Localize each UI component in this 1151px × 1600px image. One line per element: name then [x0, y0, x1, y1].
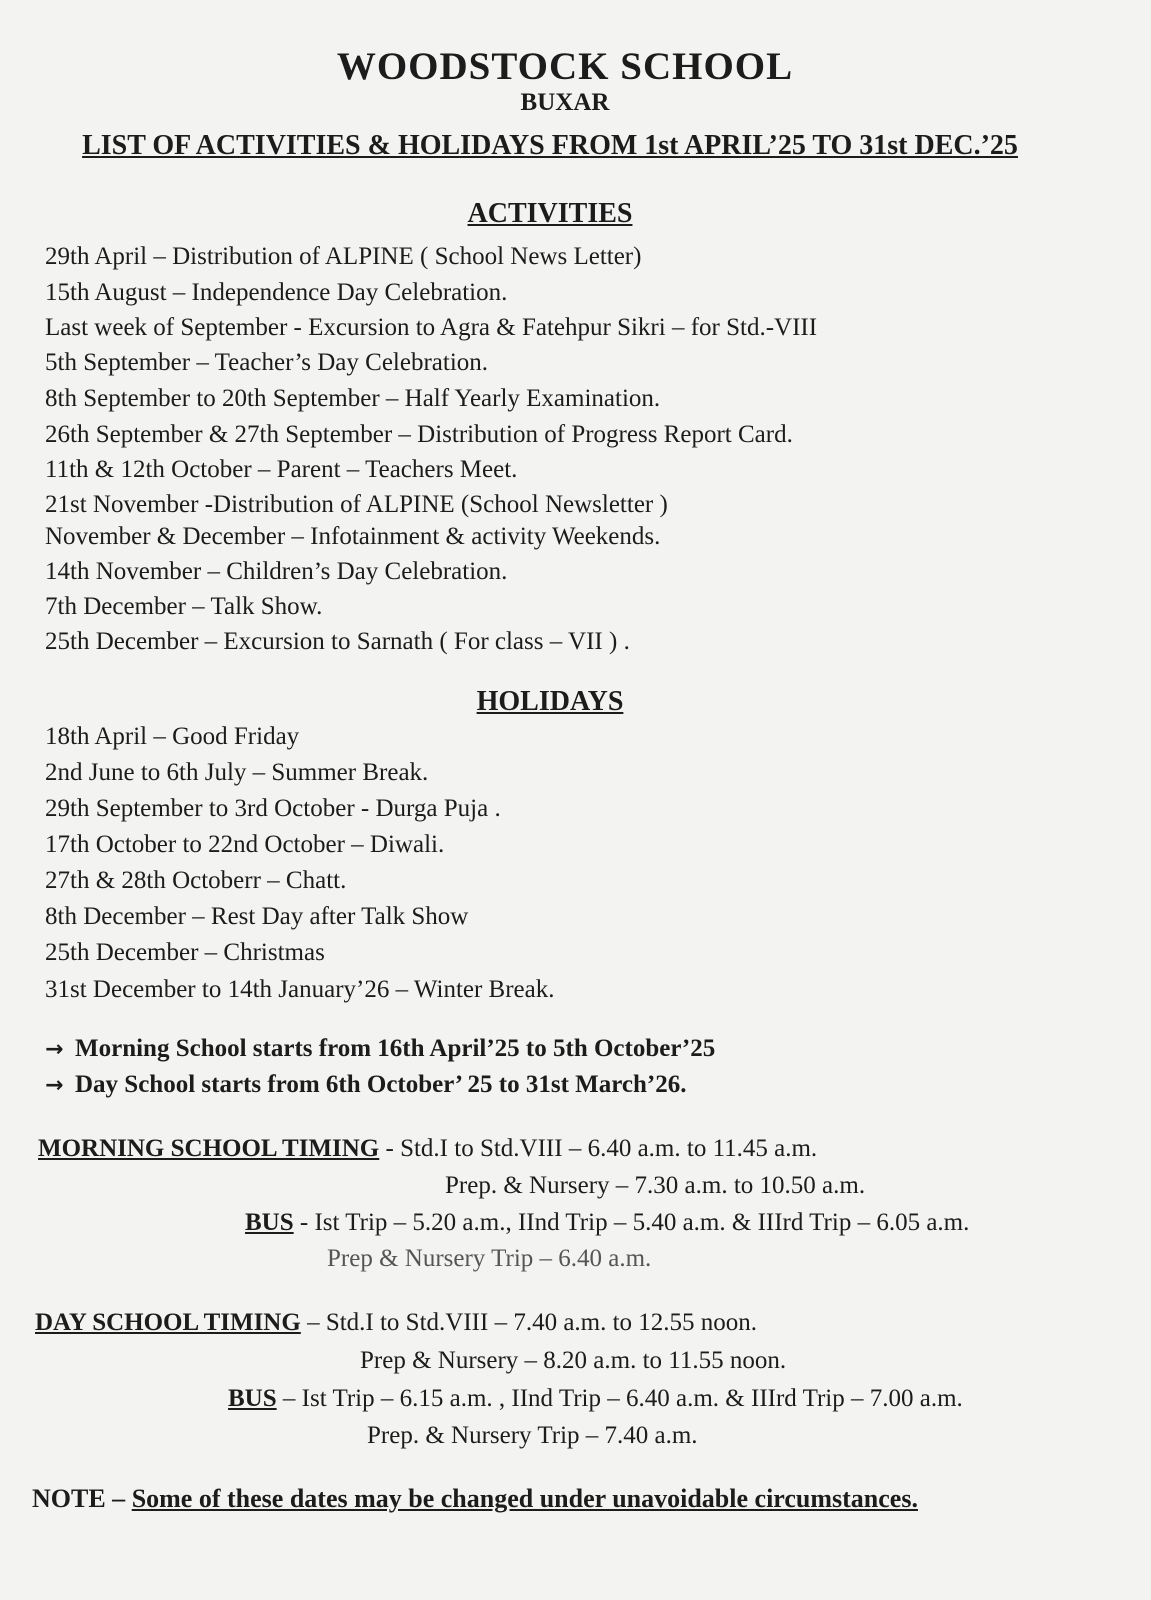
day-bus-trips: – Ist Trip – 6.15 a.m. , IInd Trip – 6.40 a.m. & IIIrd Trip – 7.00 a.m.: [282, 1385, 963, 1412]
morning-bus-row: [245, 1210, 969, 1235]
holidays-heading: HOLIDAYS: [476, 686, 624, 717]
day-bus-label: BUS: [228, 1385, 277, 1412]
morning-school-dates-text: Morning School starts from 16th April’25 to 5th October’25: [75, 1035, 716, 1062]
activity-item: 29th April – Distribution of ALPINE ( School News Letter): [45, 243, 642, 270]
note-text: Some of these dates may be changed under unavoidable circumstances.: [131, 1484, 918, 1513]
list-title: LIST OF ACTIVITIES & HOLIDAYS FROM 1st APRIL’25 TO 31st DEC.’25: [82, 130, 1018, 161]
note: [32, 1484, 918, 1514]
activity-item: Last week of September - Excursion to Agra & Fatehpur Sikri – for Std.-VIII: [45, 314, 818, 341]
holiday-item: 18th April – Good Friday: [45, 723, 300, 750]
school-name: WOODSTOCK SCHOOL: [336, 45, 794, 88]
morning-bus-trips: - Ist Trip – 5.20 a.m., IInd Trip – 5.40 a.m. & IIIrd Trip – 6.05 a.m.: [299, 1209, 970, 1236]
morning-bus-prep: Prep & Nursery Trip – 6.40 a.m.: [327, 1245, 652, 1272]
activity-item: 8th September to 20th September – Half Yearly Examination.: [45, 385, 661, 412]
morning-timing-std: - Std.I to Std.VIII – 6.40 a.m. to 11.45 a.m.: [385, 1135, 818, 1162]
note-label: NOTE –: [32, 1484, 126, 1513]
activities-heading: ACTIVITIES: [467, 198, 633, 229]
holiday-item: 2nd June to 6th July – Summer Break.: [45, 759, 429, 786]
day-timing-label: DAY SCHOOL TIMING: [35, 1309, 301, 1336]
morning-timing-row: [38, 1136, 817, 1161]
activity-item: 5th September – Teacher’s Day Celebration.: [45, 349, 489, 376]
holiday-item: 27th & 28th Octoberr – Chatt.: [45, 867, 347, 894]
day-timing-std: – Std.I to Std.VIII – 7.40 a.m. to 12.55 noon.: [307, 1309, 758, 1336]
activity-item: 7th December – Talk Show.: [45, 593, 323, 620]
activity-item: 15th August – Independence Day Celebration.: [45, 279, 508, 306]
school-location: BUXAR: [520, 89, 610, 116]
morning-timing-prep: Prep. & Nursery – 7.30 a.m. to 10.50 a.m.: [445, 1172, 866, 1199]
activity-item: 11th & 12th October – Parent – Teachers Meet.: [45, 456, 518, 483]
activity-item: November & December – Infotainment & activity Weekends.: [45, 523, 661, 550]
day-bus-row: [228, 1386, 963, 1411]
morning-school-dates: [45, 1036, 715, 1061]
holiday-item: 31st December to 14th January’26 – Winter Break.: [45, 976, 555, 1003]
morning-bus-label: BUS: [245, 1209, 294, 1236]
morning-timing-label: MORNING SCHOOL TIMING: [38, 1135, 380, 1162]
day-bus-prep: Prep. & Nursery Trip – 7.40 a.m.: [367, 1422, 698, 1449]
holiday-item: 25th December – Christmas: [45, 939, 325, 966]
right-arrow-icon: →: [45, 1037, 64, 1062]
right-arrow-icon: →: [45, 1073, 64, 1098]
activity-item: 26th September & 27th September – Distribution of Progress Report Card.: [45, 421, 793, 448]
day-timing-row: [35, 1310, 757, 1335]
activity-item: 21st November -Distribution of ALPINE (School Newsletter ): [45, 491, 668, 518]
activity-item: 25th December – Excursion to Sarnath ( For class – VII ) .: [45, 628, 630, 655]
holiday-item: 29th September to 3rd October - Durga Puja .: [45, 795, 501, 822]
activity-item: 14th November – Children’s Day Celebration.: [45, 558, 508, 585]
holiday-item: 17th October to 22nd October – Diwali.: [45, 831, 445, 858]
day-school-dates: [45, 1072, 686, 1097]
day-timing-prep: Prep & Nursery – 8.20 a.m. to 11.55 noon.: [360, 1347, 787, 1374]
day-school-dates-text: Day School starts from 6th October’ 25 to 31st March’26.: [75, 1071, 687, 1098]
holiday-item: 8th December – Rest Day after Talk Show: [45, 903, 469, 930]
